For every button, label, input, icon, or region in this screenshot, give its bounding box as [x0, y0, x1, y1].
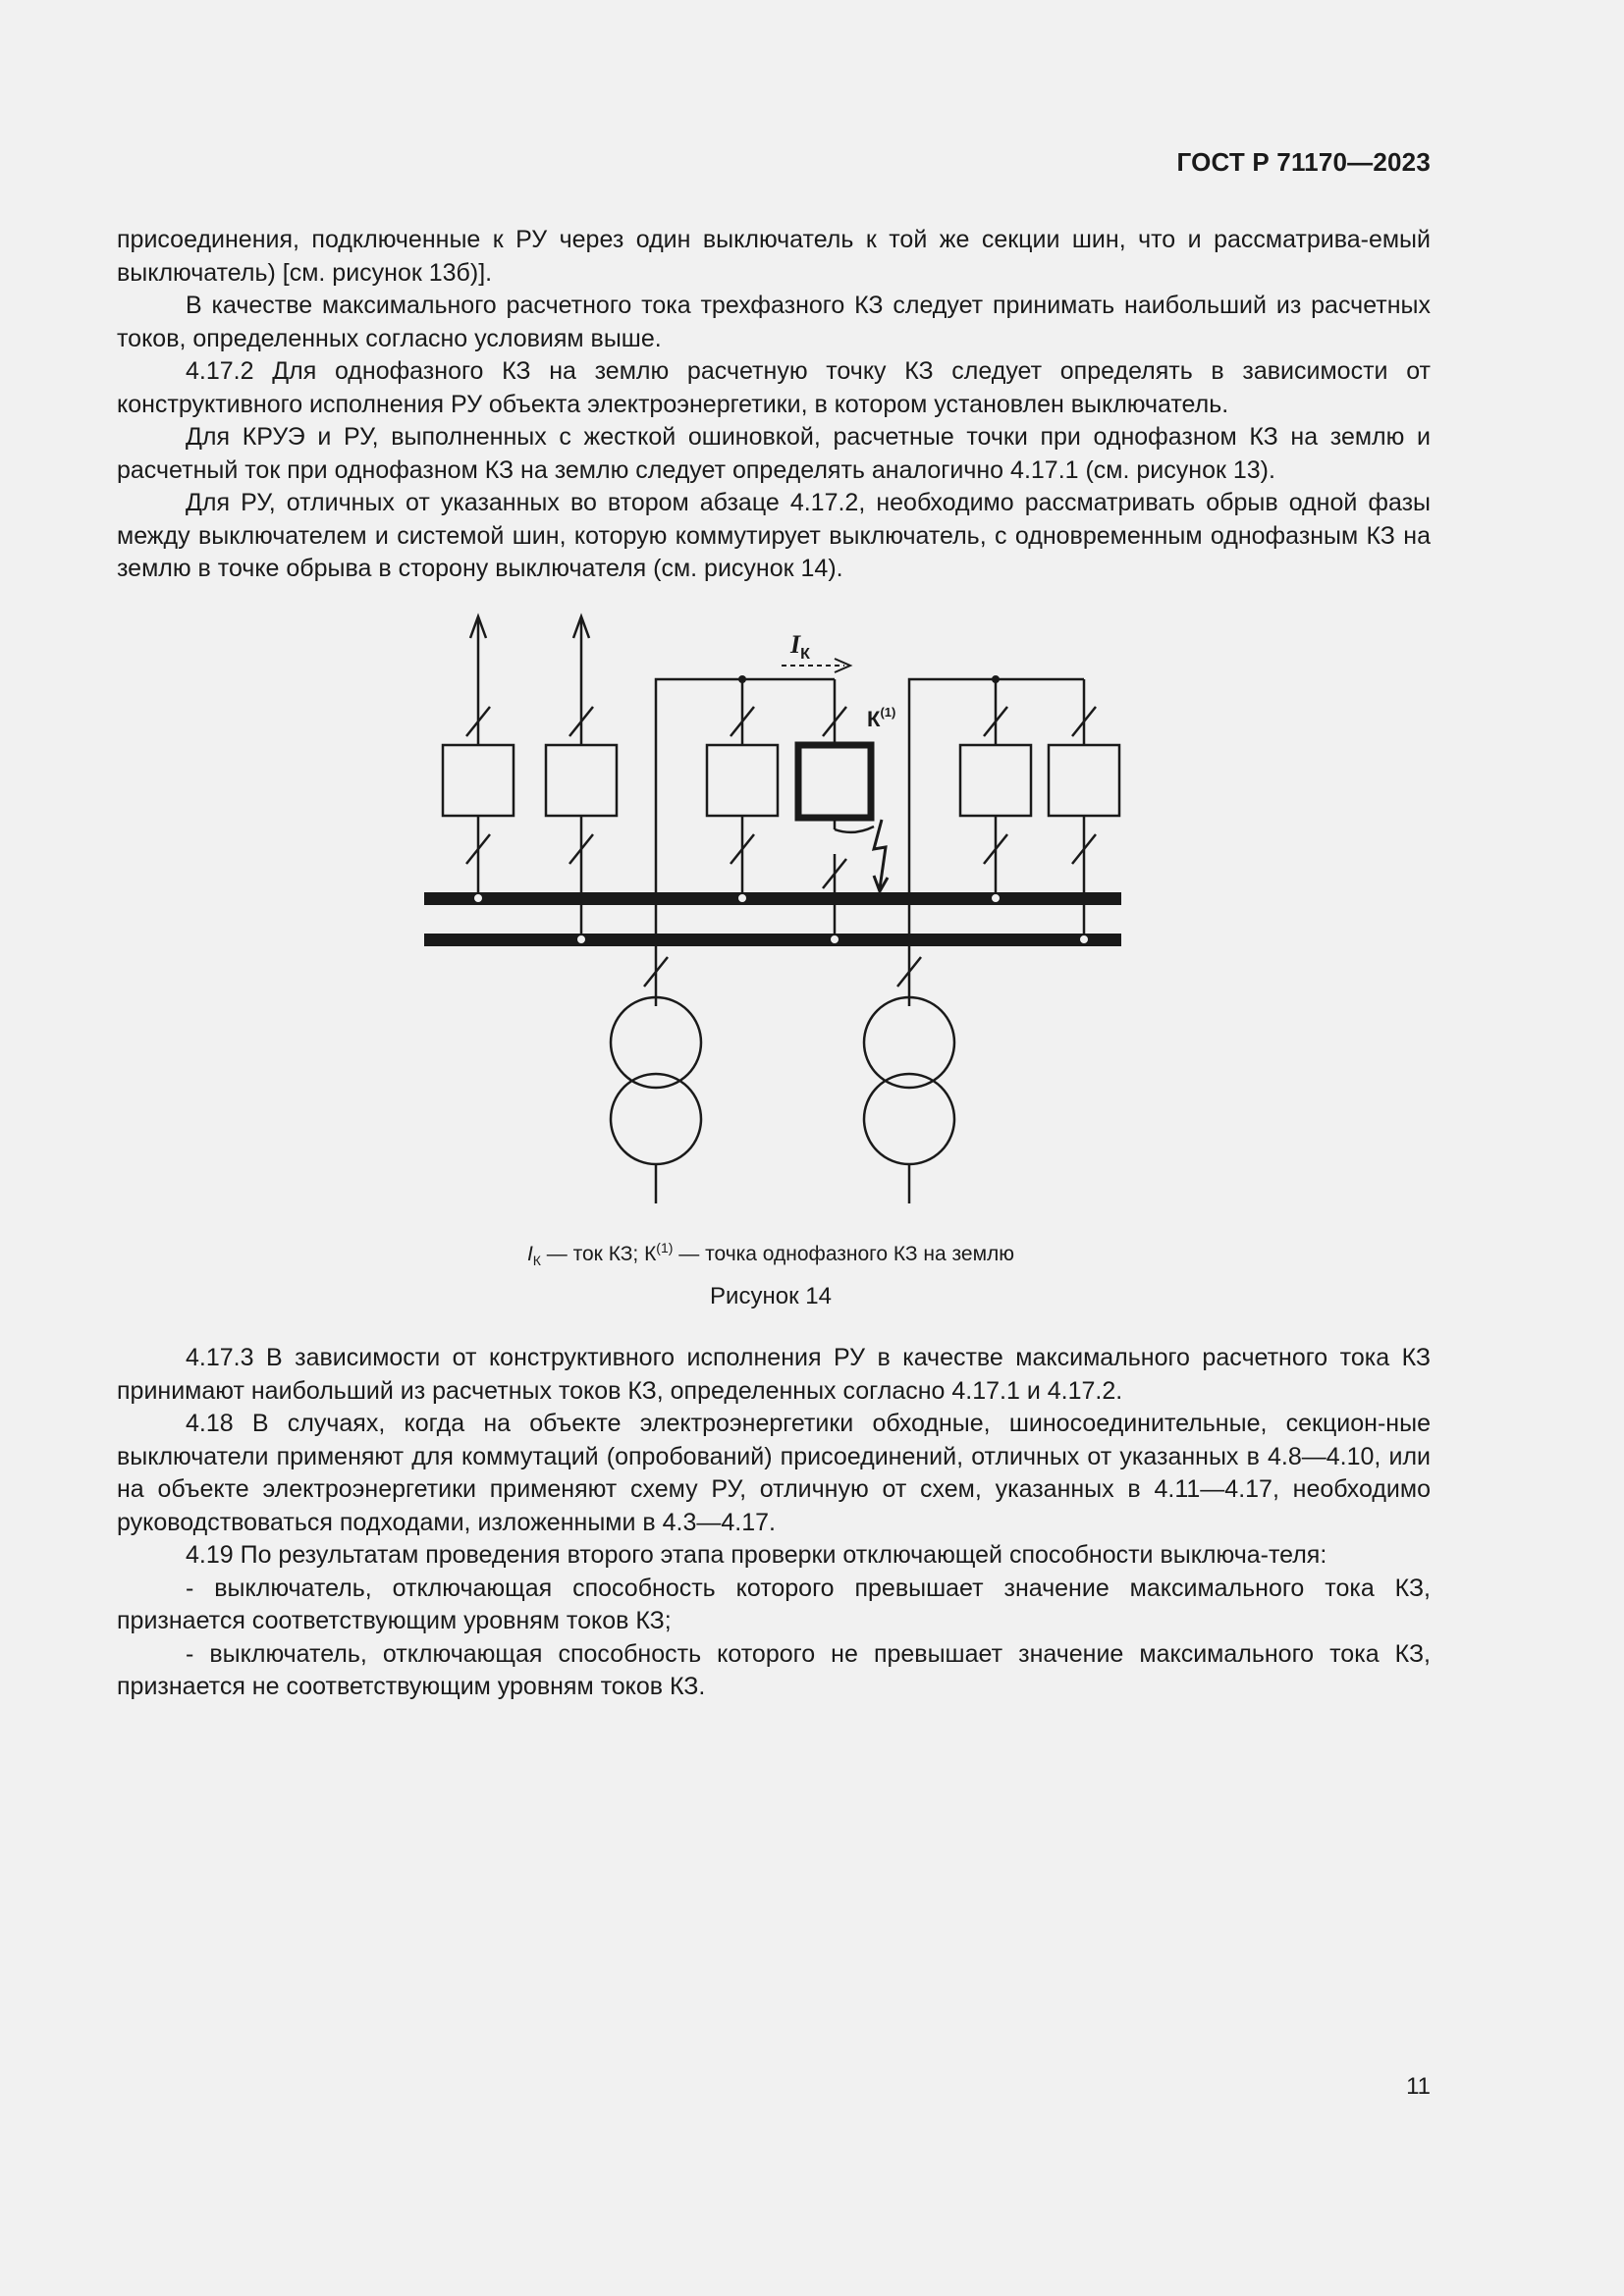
- paragraph: Для КРУЭ и РУ, выполненных с жесткой ошиновкой, расчетные точки при однофазном КЗ на землю и расчетный ток при однофазном КЗ на землю следует определять аналогично 4.17.1 (см. рисунок 13).: [117, 423, 1431, 484]
- paragraph: - выключатель, отключающая способность которого превышает значение максимального тока КЗ, признается соответствующим уровням токов КЗ;: [117, 1574, 1431, 1634]
- current-arrow: [782, 659, 850, 672]
- breaker-3: [707, 679, 778, 902]
- figure-title: Рисунок 14: [710, 1283, 832, 1309]
- paragraph: В качестве максимального расчетного тока трехфазного КЗ следует принимать наибольший из расчетных токов, определенных согласно условиям выше.: [117, 292, 1431, 352]
- document-code-header: ГОСТ Р 71170—2023: [1176, 147, 1431, 177]
- transformer-2: [864, 942, 954, 1203]
- paragraph: присоединения, подключенные к РУ через один выключатель к той же секции шин, что и рассматрива-емый выключатель) [см. рисунок 13б)].: [117, 226, 1431, 287]
- fault-point-label: $К^{(1)}$: [867, 705, 896, 731]
- paragraph: 4.18 В случаях, когда на объекте электроэнергетики обходные, шиносоединительные, секцион-ные выключатели применяют для коммутаций (опробований) присоединений, отличных от указанных в 4.8—4.10, или на объекте электроэнергетики применяют схему РУ, отличную от схем, указанных в 4.11—4.17, необходимо руководствоваться подходами, изложенными в 4.3—4.17.: [117, 1410, 1431, 1536]
- paragraph: Для РУ, отличных от указанных во втором абзаце 4.17.2, необходимо рассматривать обрыв одной фазы между выключателем и системой шин, которую коммутирует выключатель, с одновременным однофазным КЗ на землю в точке обрыва в сторону выключателя (см. рисунок 14).: [117, 489, 1431, 582]
- paragraph: 4.17.2 Для однофазного КЗ на землю расчетную точку КЗ следует определять в зависимости от конструктивного исполнения РУ объекта электроэнергетики, в котором установлен выключатель.: [117, 357, 1431, 418]
- text-block-bottom: [117, 1342, 1431, 1704]
- feeder-line-1: [443, 616, 514, 902]
- text-block-top: [117, 224, 1431, 586]
- busbar-2: [424, 934, 1121, 946]
- breaker-5: [960, 679, 1031, 902]
- figure-14-diagram: [412, 609, 1149, 1256]
- transformer-1: [611, 942, 701, 1203]
- busbar-1: [424, 892, 1121, 905]
- current-label: $I_К$: [790, 630, 810, 663]
- paragraph: 4.19 По результатам проведения второго этапа проверки отключающей способности выключа-теля:: [186, 1541, 1327, 1569]
- page-number: 11: [1406, 2073, 1431, 2100]
- paragraph: - выключатель, отключающая способность которого не превышает значение максимального тока КЗ, признается не соответствующим уровням токов КЗ.: [117, 1639, 1431, 1700]
- figure-caption: $I_К$ — ток КЗ; $К^{(1)}$ — точка однофазного КЗ на землю: [526, 1240, 1015, 1269]
- paragraph: 4.17.3 В зависимости от конструктивного исполнения РУ в качестве максимального расчетного тока КЗ принимают наибольший из расчетных токов КЗ, определенных согласно 4.17.1 и 4.17.2.: [117, 1344, 1431, 1405]
